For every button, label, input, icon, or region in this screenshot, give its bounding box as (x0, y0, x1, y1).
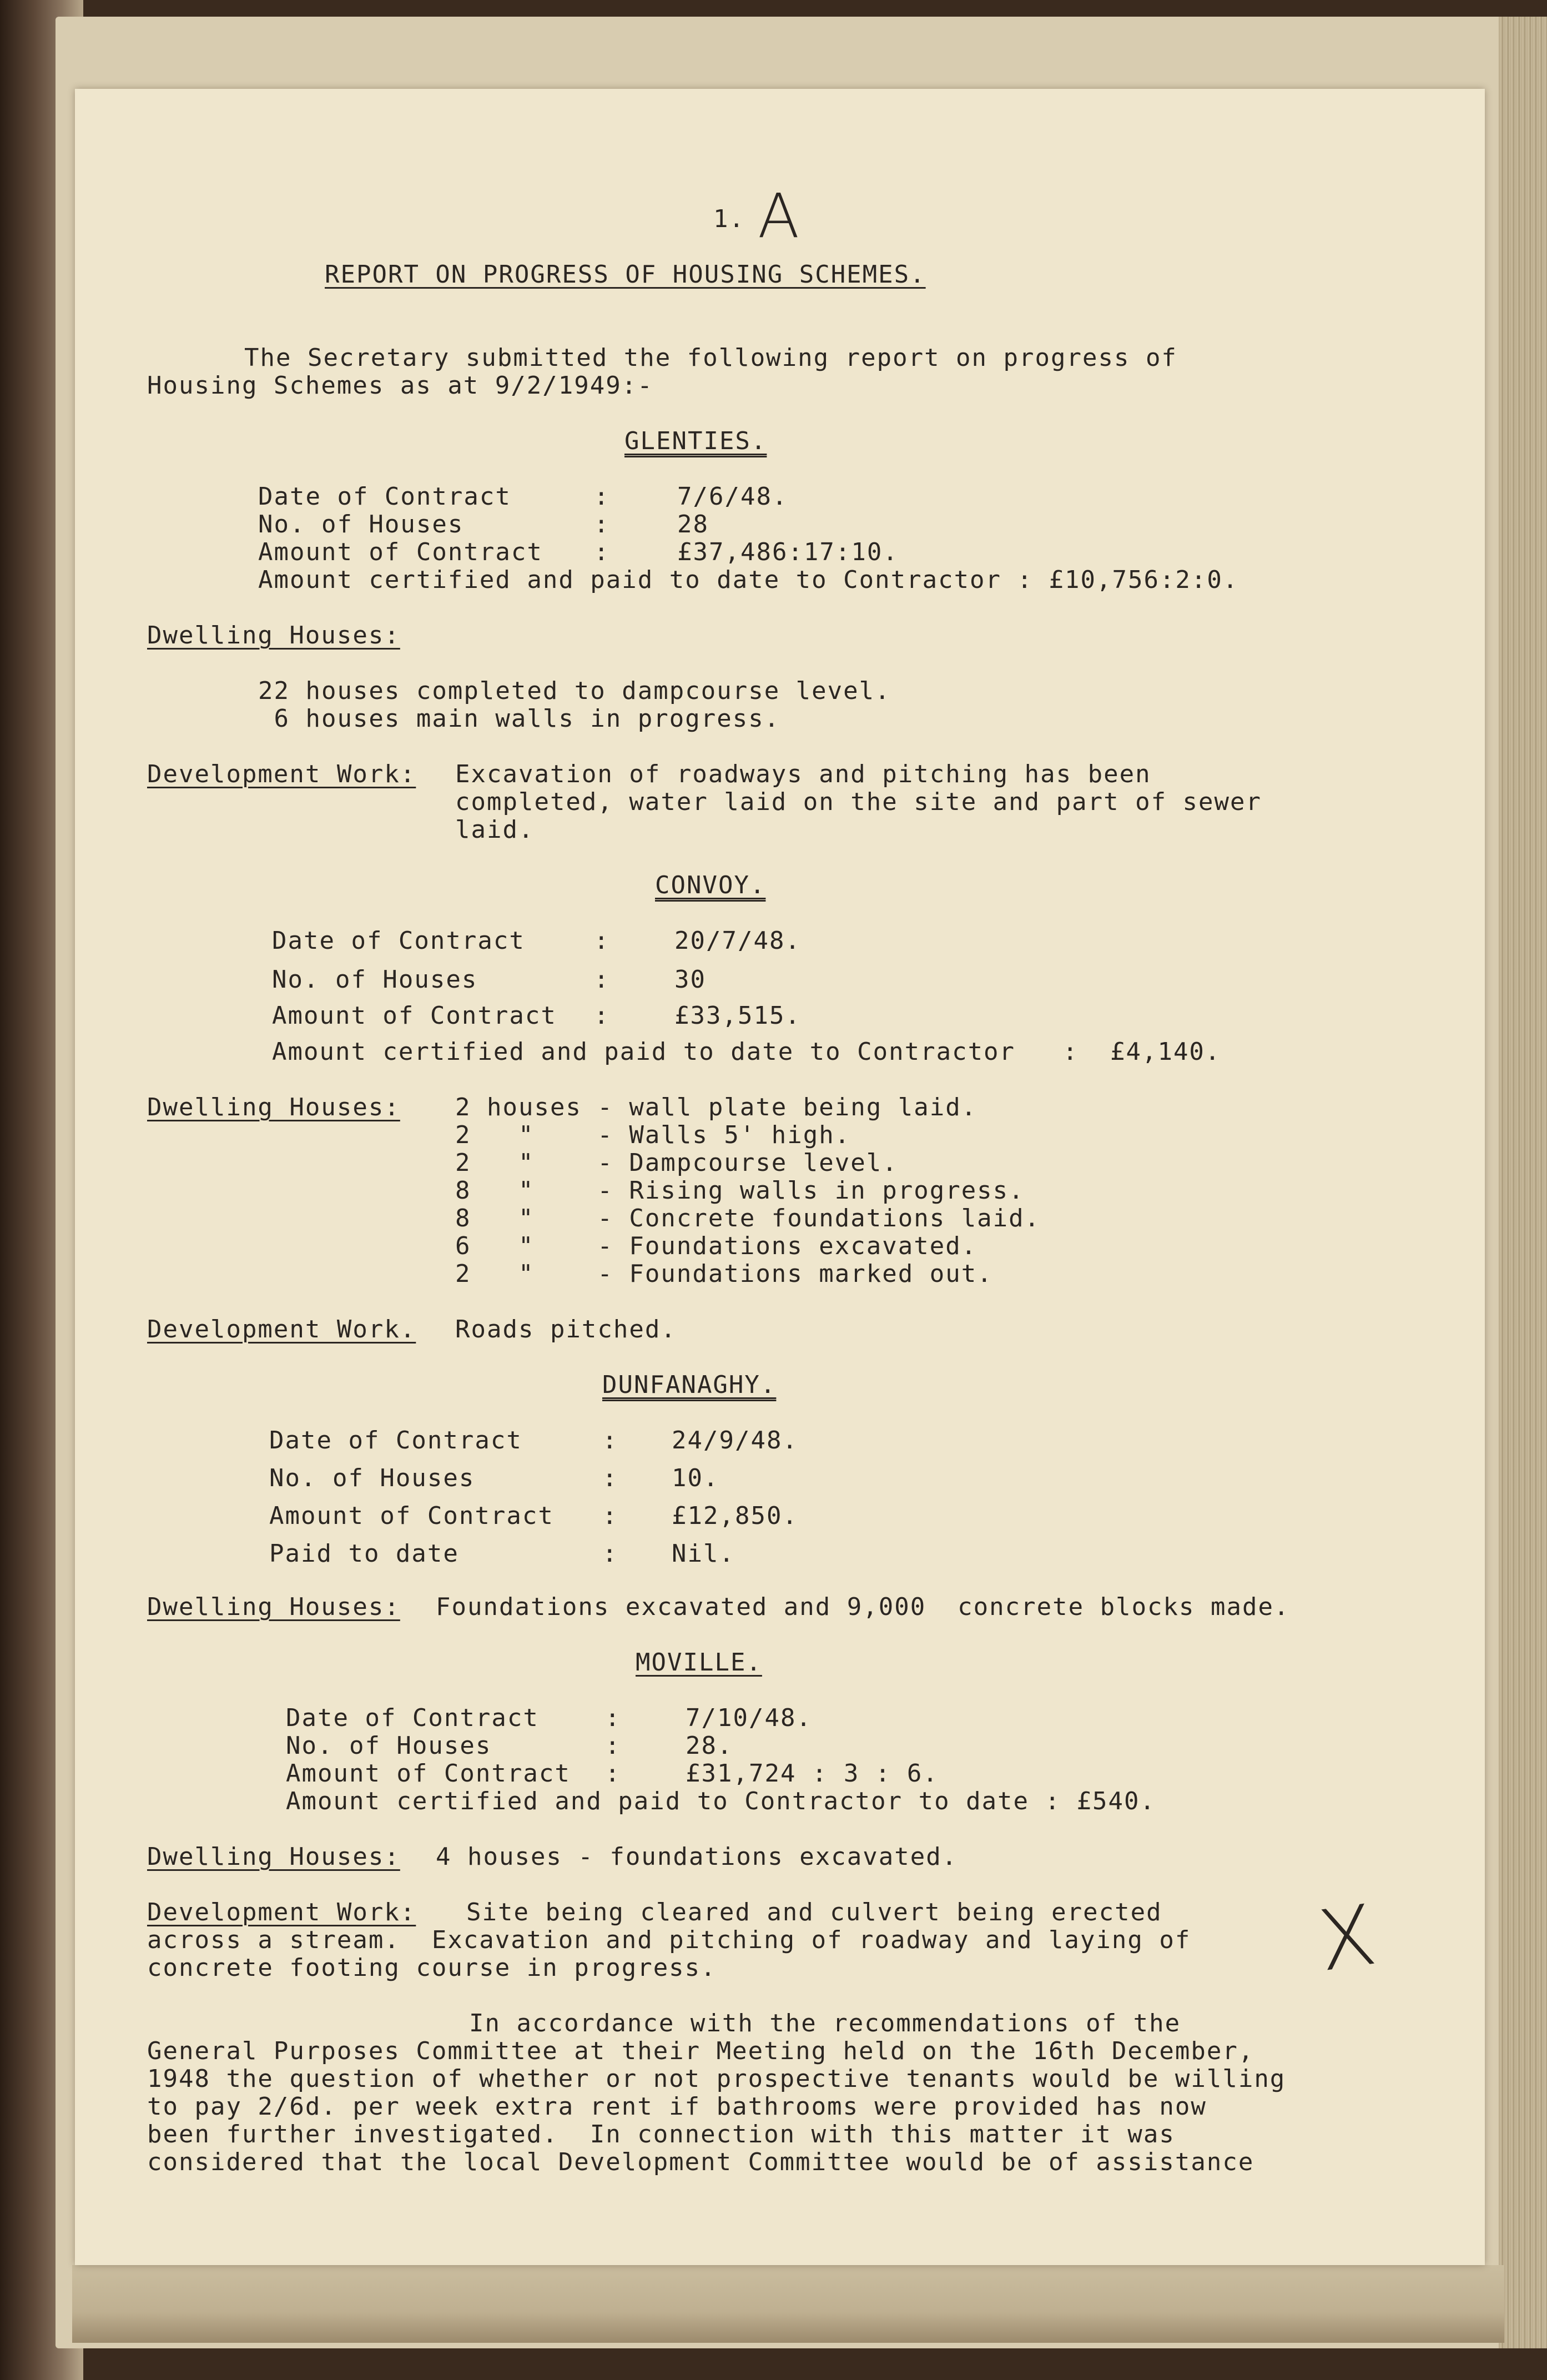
closing-line-6: considered that the local Development Committee would be of assistance (147, 2148, 1254, 2176)
convoy-dwelling-line-4: 8 " - Rising walls in progress. (455, 1176, 1025, 1205)
glenties-development-line-1: Excavation of roadways and pitching has been (455, 760, 1151, 788)
moville-sep-amount: : (605, 1759, 621, 1788)
convoy-dwelling-line-1: 2 houses - wall plate being laid. (455, 1093, 977, 1121)
dunfanaghy-value-houses: 10. (672, 1464, 719, 1492)
convoy-sep-date: : (594, 927, 610, 955)
closing-line-3: 1948 the question of whether or not prospective tenants would be willing (147, 2065, 1286, 2093)
convoy-sep-amount: : (594, 1002, 610, 1030)
glenties-label-date: Date of Contract (258, 482, 511, 511)
glenties-certified: Amount certified and paid to date to Contractor : £10,756:2:0. (258, 566, 1239, 594)
moville-heading: MOVILLE. (636, 1648, 762, 1677)
convoy-dwelling-line-5: 8 " - Concrete foundations laid. (455, 1204, 1041, 1232)
convoy-dwelling-line-2: 2 " - Walls 5' high. (455, 1121, 851, 1149)
page-number: 1. (713, 205, 745, 233)
glenties-sep-amount: : (594, 538, 610, 566)
dunfanaghy-label-date: Date of Contract (269, 1426, 522, 1455)
glenties-heading: GLENTIES. (624, 427, 767, 455)
convoy-value-houses: 30 (674, 965, 706, 994)
moville-development-line-3: concrete footing course in progress. (147, 1954, 717, 1982)
glenties-dwelling-line-1: 22 houses completed to dampcourse level. (258, 677, 891, 705)
glenties-development-line-2: completed, water laid on the site and part of sewer (455, 788, 1262, 816)
convoy-development-text: Roads pitched. (455, 1315, 677, 1344)
intro-line-2: Housing Schemes as at 9/2/1949:- (147, 371, 653, 400)
glenties-development-label: Development Work: (147, 760, 416, 788)
convoy-label-houses: No. of Houses (272, 965, 478, 994)
dunfanaghy-label-houses: No. of Houses (269, 1464, 475, 1492)
dunfanaghy-sep-houses: : (602, 1464, 618, 1492)
page-title: REPORT ON PROGRESS OF HOUSING SCHEMES. (325, 260, 926, 289)
glenties-value-houses: 28 (677, 510, 709, 539)
glenties-value-amount: £37,486:17:10. (677, 538, 899, 566)
closing-line-5: been further investigated. In connection with this matter it was (147, 2120, 1175, 2148)
dunfanaghy-value-amount: £12,850. (672, 1502, 798, 1530)
handwritten-letter: A (758, 180, 800, 251)
dunfanaghy-dwelling-text: Foundations excavated and 9,000 concrete blocks made. (436, 1593, 1290, 1621)
handwritten-mark: X (1312, 1886, 1382, 1991)
moville-development-label: Development Work: (147, 1898, 416, 1926)
closing-line-2: General Purposes Committee at their Meeting held on the 16th December, (147, 2037, 1254, 2065)
dunfanaghy-value-date: 24/9/48. (672, 1426, 798, 1455)
closing-line-1: In accordance with the recommendations of the (469, 2009, 1181, 2037)
convoy-certified: Amount certified and paid to date to Contractor : £4,140. (272, 1038, 1221, 1066)
glenties-label-houses: No. of Houses (258, 510, 464, 539)
convoy-dwelling-line-7: 2 " - Foundations marked out. (455, 1260, 993, 1288)
dunfanaghy-value-paid: Nil. (672, 1539, 735, 1568)
moville-label-amount: Amount of Contract (286, 1759, 571, 1788)
glenties-dwelling-label: Dwelling Houses: (147, 621, 400, 650)
moville-development-line-2: across a stream. Excavation and pitching of roadway and laying of (147, 1926, 1191, 1954)
moville-label-houses: No. of Houses (286, 1732, 492, 1760)
convoy-value-date: 20/7/48. (674, 927, 801, 955)
convoy-value-amount: £33,515. (674, 1002, 801, 1030)
moville-dwelling-text: 4 houses - foundations excavated. (436, 1843, 958, 1871)
moville-sep-houses: : (605, 1732, 621, 1760)
moville-label-date: Date of Contract (286, 1704, 539, 1732)
convoy-heading: CONVOY. (655, 871, 766, 899)
dunfanaghy-label-amount: Amount of Contract (269, 1502, 554, 1530)
convoy-sep-houses: : (594, 965, 610, 994)
convoy-label-amount: Amount of Contract (272, 1002, 557, 1030)
moville-value-amount: £31,724 : 3 : 6. (686, 1759, 939, 1788)
page-bottom-edge (72, 2265, 1504, 2343)
glenties-dwelling-line-2: 6 houses main walls in progress. (258, 705, 780, 733)
glenties-label-amount: Amount of Contract (258, 538, 543, 566)
glenties-development-line-3: laid. (455, 816, 535, 844)
convoy-dwelling-label: Dwelling Houses: (147, 1093, 400, 1121)
convoy-dwelling-line-3: 2 " - Dampcourse level. (455, 1149, 898, 1177)
moville-certified: Amount certified and paid to Contractor to date : £540. (286, 1787, 1156, 1815)
page-stack-edge (1499, 17, 1547, 2348)
dunfanaghy-dwelling-label: Dwelling Houses: (147, 1593, 400, 1621)
intro-line-1: The Secretary submitted the following report on progress of (244, 344, 1177, 372)
moville-value-houses: 28. (686, 1732, 733, 1760)
closing-line-4: to pay 2/6d. per week extra rent if bathrooms were provided has now (147, 2092, 1207, 2121)
dunfanaghy-label-paid: Paid to date (269, 1539, 459, 1568)
glenties-sep-date: : (594, 482, 610, 511)
glenties-sep-houses: : (594, 510, 610, 539)
moville-value-date: 7/10/48. (686, 1704, 812, 1732)
glenties-value-date: 7/6/48. (677, 482, 788, 511)
dunfanaghy-sep-amount: : (602, 1502, 618, 1530)
convoy-development-label: Development Work. (147, 1315, 416, 1344)
convoy-label-date: Date of Contract (272, 927, 525, 955)
dunfanaghy-heading: DUNFANAGHY. (602, 1371, 777, 1399)
convoy-dwelling-line-6: 6 " - Foundations excavated. (455, 1232, 977, 1260)
dunfanaghy-sep-paid: : (602, 1539, 618, 1568)
moville-sep-date: : (605, 1704, 621, 1732)
moville-development-first: Site being cleared and culvert being erected (466, 1898, 1162, 1926)
dunfanaghy-sep-date: : (602, 1426, 618, 1455)
document-page (75, 89, 1485, 2265)
moville-dwelling-label: Dwelling Houses: (147, 1843, 400, 1871)
